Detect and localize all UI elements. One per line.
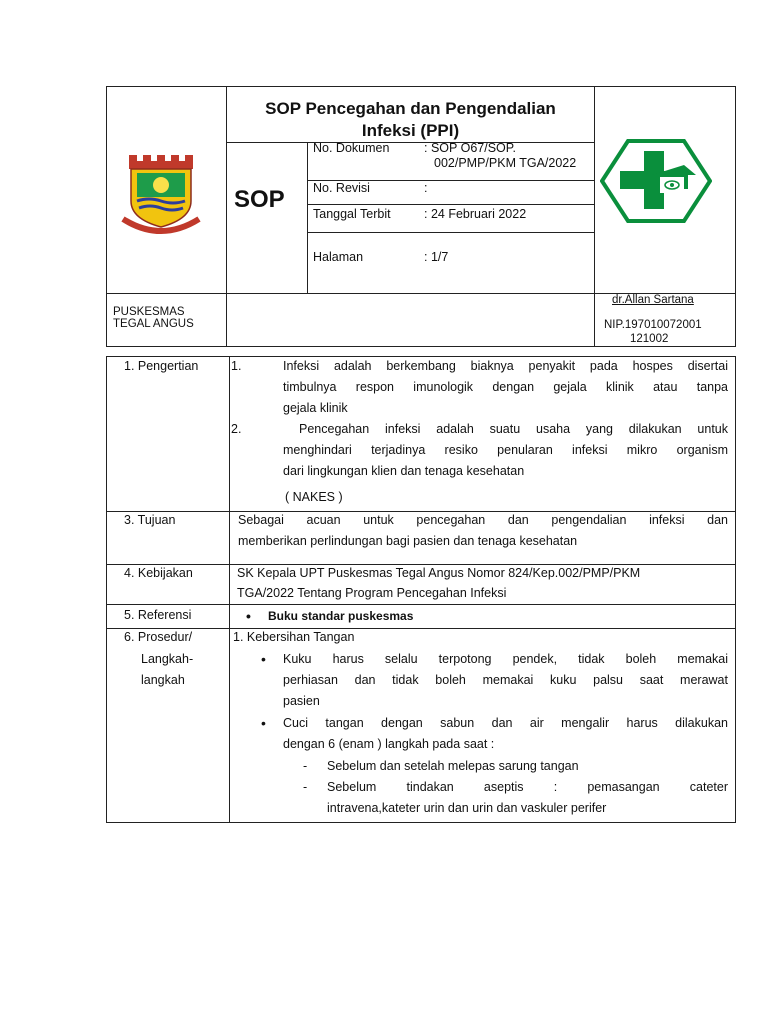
page-value: : 1/7 <box>424 250 449 264</box>
issue-date-value: : 24 Februari 2022 <box>424 207 527 221</box>
prosedur-bullet1-line1: • Kuku harus selalu terpotong pendek, tidak boleh memakai <box>283 652 728 667</box>
document-title-line2: Infeksi (PPI) <box>361 121 460 140</box>
referensi-item: • Buku standar puskesmas <box>268 609 413 624</box>
kota-tangerang-crest-icon <box>121 153 201 237</box>
section-label-tujuan: 3. Tujuan <box>124 513 176 527</box>
prosedur-bullet1-line2: perhiasan dan tidak boleh memakai kuku palsu saat merawat <box>283 673 728 687</box>
prosedur-bullet1-line3: pasien <box>283 694 320 708</box>
pengertian-item2-number: 2. <box>231 422 242 436</box>
signer-nip-line2: 121002 <box>630 333 669 345</box>
doc-no-value-line1: : SOP O67/SOP. <box>424 141 516 155</box>
puskesmas-cross-icon <box>600 139 712 223</box>
prosedur-bullet2-line1: • Cuci tangan dengan sabun dan air mengalir harus dilakukan <box>283 716 728 731</box>
prosedur-dash1: Sebelum dan setelah melepas sarung tangan <box>327 759 579 773</box>
pengertian-item1-line2: timbulnya respon imunologik dengan gejala klinik atau tanpa <box>283 380 728 394</box>
signer-name: dr.Allan Sartana <box>612 294 694 306</box>
pengertian-item2-line2: menghindari terjadinya resiko penularan infeksi mikro organism <box>283 443 728 457</box>
section-label-prosedur-line1: 6. Prosedur/ <box>124 630 193 644</box>
issue-date-label: Tanggal Terbit <box>313 207 391 221</box>
tujuan-line2: memberikan perlindungan bagi pasien dan tenaga kesehatan <box>238 534 578 548</box>
pengertian-note: ( NAKES ) <box>285 490 343 504</box>
page-label: Halaman <box>313 250 364 264</box>
kebijakan-line2: TGA/2022 Tentang Program Pencegahan Infeksi <box>237 586 507 600</box>
prosedur-heading: 1. Kebersihan Tangan <box>233 630 355 644</box>
section-label-kebijakan: 4. Kebijakan <box>124 566 193 580</box>
dash-marker-2: - <box>303 780 308 794</box>
pengertian-item1-line1: Infeksi adalah berkembang biaknya penyakit pada hospes disertai <box>283 359 728 373</box>
kebijakan-line1: SK Kepala UPT Puskesmas Tegal Angus Nomor 824/Kep.002/PMP/PKM <box>237 566 641 580</box>
tujuan-line1: Sebagai acuan untuk pencegahan dan pengendalian infeksi dan <box>238 513 728 527</box>
signer-nip-line1: NIP.197010072001 <box>604 319 702 331</box>
org-name-line2: TEGAL ANGUS <box>113 318 194 330</box>
document-title-line1: SOP Pencegahan dan Pengendalian <box>265 99 556 118</box>
pengertian-item1-line3: gejala klinik <box>283 401 348 415</box>
section-label-referensi: 5. Referensi <box>124 608 192 622</box>
doc-no-label: No. Dokumen <box>313 141 390 155</box>
doc-no-value-line2: 002/PMP/PKM TGA/2022 <box>434 156 577 170</box>
prosedur-dash2-line2: intravena,kateter urin dan urin dan vaskuler perifer <box>327 801 607 815</box>
revision-label: No. Revisi <box>313 181 370 195</box>
section-label-prosedur-line2: Langkah- <box>141 652 194 666</box>
dash-marker-1: - <box>303 759 308 773</box>
org-name-line1: PUSKESMAS <box>113 306 185 318</box>
prosedur-bullet2-line2: dengan 6 (enam ) langkah pada saat : <box>283 737 495 751</box>
section-label-prosedur-line3: langkah <box>141 673 185 687</box>
revision-value: : <box>424 181 428 195</box>
prosedur-dash2-line1: Sebelum tindakan aseptis : pemasangan cateter <box>327 780 728 794</box>
pengertian-item2-line1: Pencegahan infeksi adalah suatu usaha yang dilakukan untuk <box>299 422 728 436</box>
pengertian-item2-line3: dari lingkungan klien dan tenaga kesehatan <box>283 464 525 478</box>
sop-label: SOP <box>234 186 285 213</box>
section-label-pengertian: 1. Pengertian <box>124 359 199 373</box>
pengertian-item1-number: 1. <box>231 359 242 373</box>
